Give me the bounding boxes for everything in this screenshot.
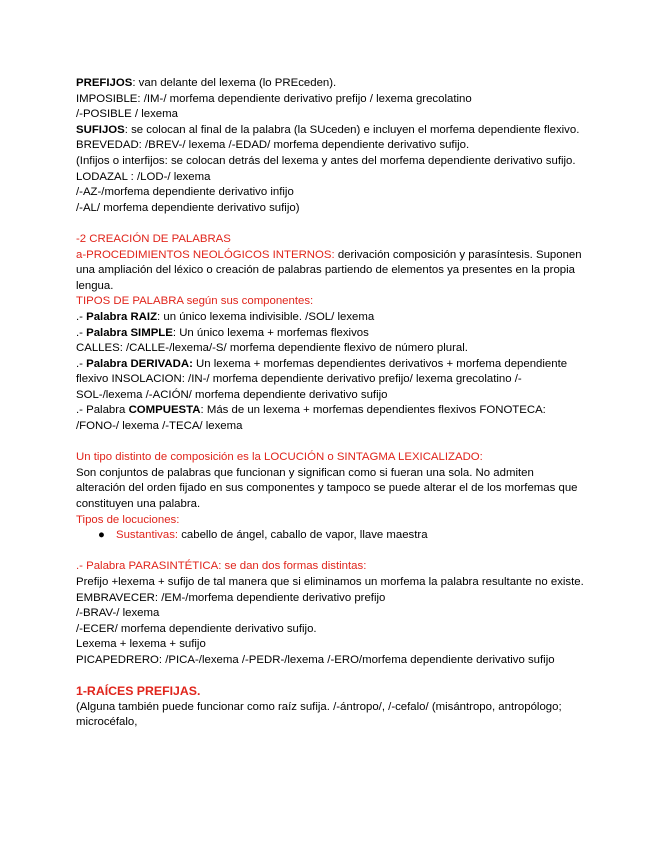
calles-line: CALLES: /CALLE-/lexema/-S/ morfema dependiente flexivo de número plural.	[76, 342, 468, 355]
parasintetica-line-5: Lexema + lexema + sufijo	[76, 638, 206, 651]
compuesta-term: COMPUESTA	[128, 404, 201, 417]
palabra-derivada-paragraph	[76, 357, 586, 404]
spacer	[76, 216, 586, 232]
palabra-raiz-line	[76, 310, 586, 326]
sustantivas-text: cabello de ángel, caballo de vapor, llave maestra	[178, 529, 428, 542]
derivada-term: Palabra DERIVADA:	[86, 357, 193, 370]
section-title-creacion: -2 CREACIÓN DE PALABRAS	[76, 232, 231, 245]
raiz-text: : un único lexema indivisible. /SOL/ lexema	[157, 310, 375, 323]
palabra-simple-line	[76, 326, 586, 342]
posible-line: /-POSIBLE / lexema	[76, 108, 178, 121]
simple-term: Palabra SIMPLE	[86, 326, 173, 339]
derivada-text: Un lexema + morfemas dependientes derivativos + morfema dependiente flexivo INSOLACION: /IN-/ morfema dependiente derivativo prefijo/ lexema grecolatino /-SOL-/lexema /-ACIÓN/ morfema dependiente derivativo sufijo	[76, 357, 568, 401]
prefijos-term: PREFIJOS	[76, 77, 133, 89]
bullet-icon: ●	[98, 529, 105, 542]
procedimientos-paragraph	[76, 248, 586, 295]
locucion-description: Son conjuntos de palabras que funcionan y significan como si fueran una sola. No admiten alteración del orden fijado en sus componentes y tampoco se puede alterar el de los morfemas que constituyen una palabra.	[76, 466, 578, 511]
parasintetica-line-4: /-ECER/ morfema dependiente derivativo sufijo.	[76, 622, 317, 635]
sufijos-line	[76, 123, 586, 139]
sufijos-text: : se colocan al final de la palabra (la SUceden) e incluyen el morfema dependiente flexivo.	[124, 123, 580, 136]
palabra-compuesta-paragraph	[76, 403, 586, 434]
parasintetica-line-6: PICAPEDRERO: /PICA-/lexema /-PEDR-/lexema /-ERO/morfema dependiente derivativo sufijo	[76, 653, 555, 666]
procedimientos-label: a-PROCEDIMIENTOS NEOLÓGICOS INTERNOS:	[76, 248, 335, 261]
compuesta-prefix: .- Palabra	[76, 404, 129, 417]
tipos-palabra-heading: TIPOS DE PALABRA según sus componentes:	[76, 295, 314, 308]
list-item	[98, 528, 586, 544]
al-line: /-AL/ morfema dependiente derivativo sufijo)	[76, 201, 300, 214]
sustantivas-label: Sustantivas:	[116, 529, 179, 542]
raices-prefijas-heading: 1-RAÍCES PREFIJAS.	[76, 684, 201, 699]
procedimientos-text: derivación composición y parasíntesis. Suponen una ampliación del léxico o creación de palabras partiendo de elementos ya presentes en la propia lengua.	[76, 248, 582, 292]
sustantivas-item	[116, 528, 428, 544]
locucion-heading: Un tipo distinto de composición es la LOCUCIÓN o SINTAGMA LEXICALIZADO:	[76, 451, 483, 464]
prefijos-line	[76, 76, 586, 92]
derivada-prefix: .-	[76, 357, 87, 370]
simple-text: : Un único lexema + morfemas flexivos	[172, 326, 369, 339]
prefijos-text: : van delante del lexema (lo PREceden).	[132, 77, 337, 89]
infijos-line: (Infijos o interfijos: se colocan detrás del lexema y antes del morfema dependiente derivativo sufijo. LODAZAL : /LOD-/ lexema	[76, 154, 576, 183]
sufijos-term: SUFIJOS	[76, 123, 125, 136]
spacer	[76, 669, 586, 685]
document-page	[76, 76, 586, 731]
az-line: /-AZ-/morfema dependiente derivativo infijo	[76, 186, 294, 199]
parasintetica-heading: .- Palabra PARASINTÉTICA: se dan dos formas distintas:	[76, 560, 367, 573]
tipos-locuciones-heading: Tipos de locuciones:	[76, 513, 180, 526]
raices-line-1: (Alguna también puede funcionar como raíz sufija. /-ántropo/, /-cefalo/ (misántropo, antropólogo; microcéfalo,	[76, 700, 562, 729]
spacer	[76, 544, 586, 560]
parasintetica-line-1: Prefijo +lexema + sufijo de tal manera que si eliminamos un morfema la palabra resultante no existe.	[76, 576, 584, 588]
imposible-line: IMPOSIBLE: /IM-/ morfema dependiente derivativo prefijo / lexema grecolatino	[76, 92, 472, 105]
raiz-term: Palabra RAIZ	[86, 310, 158, 323]
parasintetica-line-3: /-BRAV-/ lexema	[76, 607, 160, 620]
spacer	[76, 435, 586, 451]
raiz-prefix: .-	[76, 310, 87, 323]
brevedad-line: BREVEDAD: /BREV-/ lexema /-EDAD/ morfema dependiente derivativo sufijo.	[76, 139, 470, 152]
simple-prefix: .-	[76, 326, 87, 339]
compuesta-text: : Más de un lexema + morfemas dependientes flexivos FONOTECA: /FONO-/ lexema /-TECA/ lexema	[76, 404, 546, 433]
parasintetica-line-2: EMBRAVECER: /EM-/morfema dependiente derivativo prefijo	[76, 591, 386, 604]
